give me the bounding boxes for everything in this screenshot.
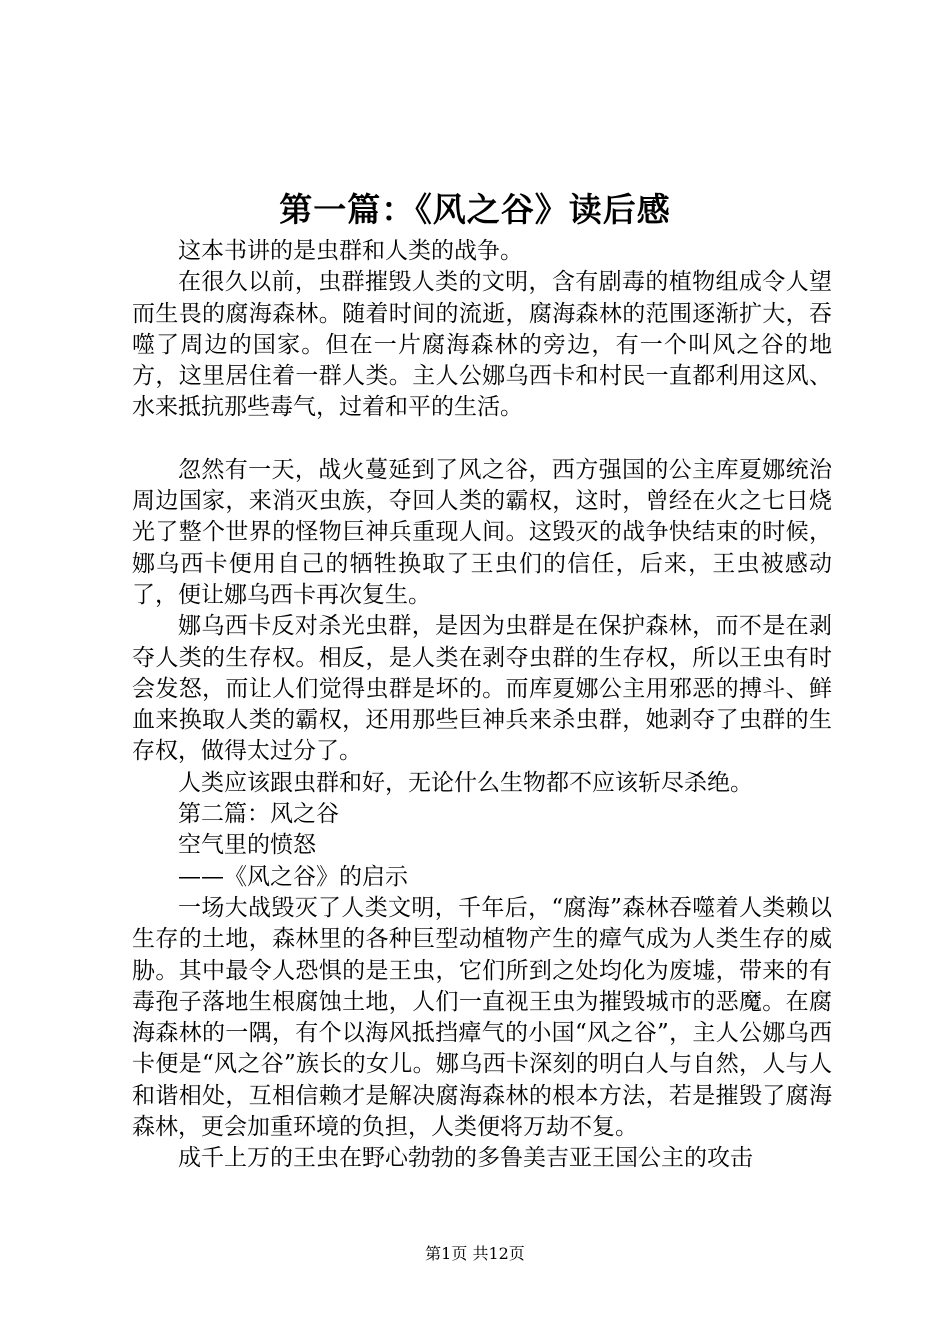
paragraph-2: 在很久以前，虫群摧毁人类的文明，含有剧毒的植物组成令人望而生畏的腐海森林。随着时间的流逝，腐海森林的范围逐渐扩大，吞噬了周边的国家。但在一片腐海森林的旁边，有一个叫风之谷的地方，这里居住着一群人类。主人公娜乌西卡和村民一直都利用这风、水来抵抗那些毒气，过着和平的生活。 [132,269,832,421]
document-title: 第一篇：《风之谷》读后感 [279,190,671,229]
section-subheading: ——《风之谷》的启示 [178,863,408,890]
page-number-footer: 第1页 共12页 [425,1244,525,1263]
paragraph-7: 成千上万的王虫在野心勃勃的多鲁美吉亚王国公主的攻击 [178,1145,753,1172]
paragraph-4: 娜乌西卡反对杀光虫群，是因为虫群是在保护森林，而不是在剥夺人类的生存权。相反，是人类在剥夺虫群的生存权，所以王虫有时会发怒，而让人们觉得虫群是坏的。而库夏娜公主用邪恶的搏斗、鲜血来换取人类的霸权，还用那些巨神兵来杀虫群，她剥夺了虫群的生存权，做得太过分了。 [132,613,832,765]
paragraph-1: 这本书讲的是虫群和人类的战争。 [178,238,523,264]
paragraph-3: 忽然有一天，战火蔓延到了风之谷，西方强国的公主库夏娜统治周边国家，来消灭虫族，夺回人类的霸权，这时，曾经在火之七日烧光了整个世界的怪物巨神兵重现人间。这毁灭的战争快结束的时候，娜乌西卡便用自己的牺牲换取了王虫们的信任，后来，王虫被感动了，便让娜乌西卡再次复生。 [132,456,832,608]
section-heading-2: 第二篇：风之谷 [178,801,339,828]
paragraph-6: 一场大战毁灭了人类文明，千年后，“腐海”森林吞噬着人类赖以生存的土地，森林里的各种巨型动植物产生的瘴气成为人类生存的威胁。其中最令人恐惧的是王虫，它们所到之处均化为废墟，带来的有毒孢子落地生根腐蚀土地，人们一直视王虫为摧毁城市的恶魔。在腐海森林的一隅，有个以海风抵挡瘴气的小国“风之谷”，主人公娜乌西卡便是“风之谷”族长的女儿。娜乌西卡深刻的明白人与自然，人与人和谐相处，互相信赖才是解决腐海森林的根本方法，若是摧毁了腐海森林，更会加重环境的负担，人类便将万劫不复。 [132,894,832,1141]
section-subtitle: 空气里的愤怒 [178,832,316,859]
document-body [132,236,832,1175]
paragraph-5: 人类应该跟虫群和好，无论什么生物都不应该斩尽杀绝。 [178,769,753,796]
